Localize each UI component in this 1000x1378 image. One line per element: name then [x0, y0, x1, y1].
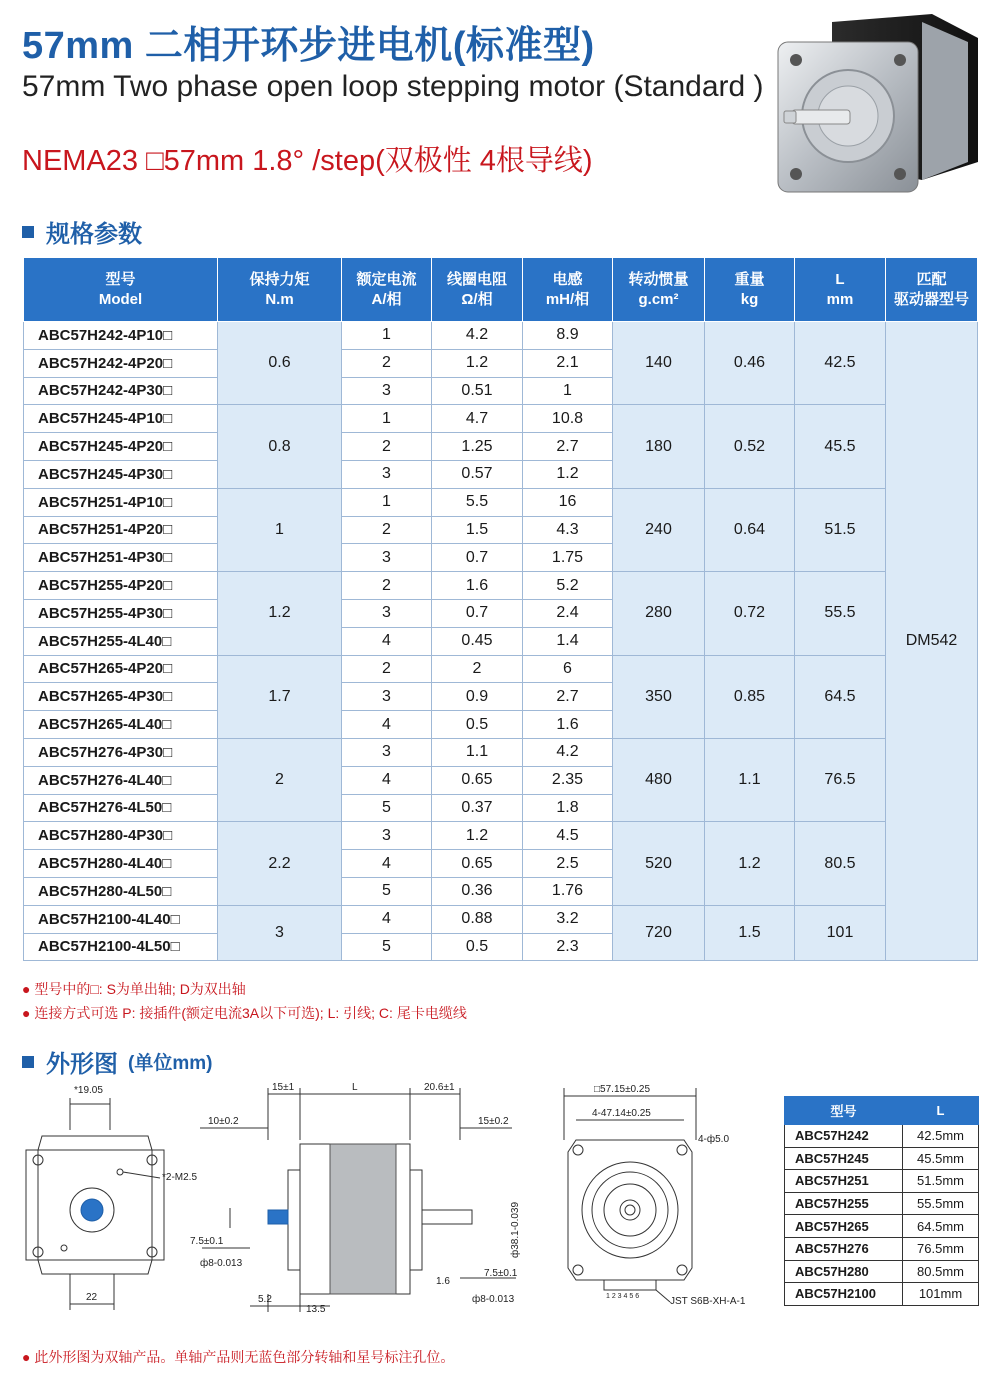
model-cell: ABC57H276-4L50□: [24, 794, 218, 822]
model-cell: ABC57H245-4P20□: [24, 433, 218, 461]
dim-front-width: *19.05: [74, 1085, 103, 1096]
rated-current-cell: 4: [342, 905, 432, 933]
dim-side-k: 5.2: [258, 1294, 272, 1305]
model-cell: ABC57H251-4P30□: [24, 544, 218, 572]
rated-current-cell: 2: [342, 516, 432, 544]
rated-current-cell: 2: [342, 433, 432, 461]
table-row: [24, 405, 978, 433]
resistance-cell: 1.25: [432, 433, 523, 461]
rated-current-cell: 4: [342, 627, 432, 655]
table-header-cell: [795, 258, 886, 322]
inductance-cell: 1.8: [523, 794, 613, 822]
spec-section-title: 规格参数: [22, 214, 142, 249]
resistance-cell: 0.5: [432, 933, 523, 961]
length-model: ABC57H255: [785, 1192, 903, 1215]
model-cell: ABC57H280-4L50□: [24, 877, 218, 905]
rated-current-cell: 1: [342, 488, 432, 516]
outline-section-title: 外形图 (单位mm): [22, 1044, 212, 1079]
inductance-cell: 4.2: [523, 738, 613, 766]
model-cell: ABC57H280-4P30□: [24, 822, 218, 850]
inductance-cell: 2.7: [523, 433, 613, 461]
page-title: 57mm 二相开环步进电机(标准型): [22, 25, 595, 67]
resistance-cell: 2: [432, 655, 523, 683]
model-cell: ABC57H251-4P20□: [24, 516, 218, 544]
resistance-cell: 0.7: [432, 544, 523, 572]
model-cell: ABC57H2100-4L40□: [24, 905, 218, 933]
length-cell: 45.5: [795, 405, 886, 488]
rated-current-cell: 2: [342, 655, 432, 683]
inductance-cell: 3.2: [523, 905, 613, 933]
rated-current-cell: 5: [342, 877, 432, 905]
note-dual-shaft: ● 此外形图为双轴产品。单轴产品则无蓝色部分转轴和星号标注孔位。: [22, 1349, 455, 1365]
dim-side-e: 7.5±0.1: [190, 1236, 224, 1247]
table-header-cell: [218, 258, 342, 322]
model-cell: ABC57H255-4P30□: [24, 599, 218, 627]
rated-current-cell: 4: [342, 711, 432, 739]
resistance-cell: 0.45: [432, 627, 523, 655]
weight-cell: 1.1: [705, 738, 795, 821]
dim-front-holes: *2-M2.5: [162, 1172, 198, 1183]
inertia-cell: 180: [613, 405, 705, 488]
inductance-cell: 2.1: [523, 349, 613, 377]
table-header-cell: [886, 258, 978, 322]
length-cell: 76.5: [795, 738, 886, 821]
inertia-cell: 240: [613, 488, 705, 571]
length-table-row: [785, 1170, 979, 1193]
length-value: 101mm: [903, 1283, 979, 1306]
resistance-cell: 0.65: [432, 766, 523, 794]
resistance-cell: 0.65: [432, 850, 523, 878]
rated-current-cell: 1: [342, 322, 432, 350]
length-cell: 101: [795, 905, 886, 961]
resistance-cell: 0.88: [432, 905, 523, 933]
header-label-unit: mH/相: [545, 290, 590, 308]
table-row: [24, 488, 978, 516]
dim-side-l: 13.5: [306, 1304, 326, 1315]
header-label-unit: g.cm²: [638, 290, 679, 308]
table-header-row: [24, 258, 978, 322]
header-label-cn: 保持力矩: [249, 270, 310, 288]
length-value: 42.5mm: [903, 1125, 979, 1148]
resistance-cell: 1.2: [432, 822, 523, 850]
resistance-cell: 0.51: [432, 377, 523, 405]
rated-current-cell: 2: [342, 349, 432, 377]
front-view-drawing: [26, 1085, 197, 1310]
resistance-cell: 0.5: [432, 711, 523, 739]
model-cell: ABC57H255-4P20□: [24, 572, 218, 600]
model-cell: ABC57H245-4P30□: [24, 460, 218, 488]
rated-current-cell: 3: [342, 460, 432, 488]
model-cell: ABC57H276-4P30□: [24, 738, 218, 766]
rated-current-cell: 3: [342, 377, 432, 405]
holding-torque-cell: 2: [218, 738, 342, 821]
model-cell: ABC57H242-4P10□: [24, 322, 218, 350]
inductance-cell: 4.5: [523, 822, 613, 850]
holding-torque-cell: 2.2: [218, 822, 342, 905]
length-value: 80.5mm: [903, 1260, 979, 1283]
inertia-cell: 520: [613, 822, 705, 905]
inductance-cell: 2.5: [523, 850, 613, 878]
holding-torque-cell: 1: [218, 488, 342, 571]
length-cell: 80.5: [795, 822, 886, 905]
header-label-unit: Ω/相: [461, 290, 493, 308]
resistance-cell: 0.36: [432, 877, 523, 905]
inductance-cell: 5.2: [523, 572, 613, 600]
page-title-english: 57mm Two phase open loop stepping motor (Standard ): [22, 70, 764, 103]
resistance-cell: 1.2: [432, 349, 523, 377]
weight-cell: 1.5: [705, 905, 795, 961]
length-cell: 55.5: [795, 572, 886, 655]
weight-cell: 0.52: [705, 405, 795, 488]
length-value: 76.5mm: [903, 1237, 979, 1260]
header-label-cn: 电感: [552, 270, 583, 288]
resistance-cell: 4.2: [432, 322, 523, 350]
model-cell: ABC57H265-4L40□: [24, 711, 218, 739]
inductance-cell: 1.6: [523, 711, 613, 739]
inductance-cell: 16: [523, 488, 613, 516]
weight-cell: 0.85: [705, 655, 795, 738]
weight-cell: 0.46: [705, 322, 795, 405]
dim-side-g: ф38.1-0.039: [510, 1201, 521, 1258]
dim-rear-d: JST S6B-XH-A-1: [670, 1296, 746, 1307]
length-value: 51.5mm: [903, 1170, 979, 1193]
model-cell: ABC57H2100-4L50□: [24, 933, 218, 961]
header-label-unit: 驱动器型号: [893, 290, 969, 308]
table-header-cell: [24, 258, 218, 322]
length-table-header: [785, 1097, 979, 1125]
table-header-cell: [613, 258, 705, 322]
header-label-cn: 重量: [734, 270, 765, 288]
length-table: [784, 1096, 979, 1306]
resistance-cell: 5.5: [432, 488, 523, 516]
length-table-row: [785, 1192, 979, 1215]
inductance-cell: 6: [523, 655, 613, 683]
dim-rear-c: 4-ф5.0: [698, 1134, 730, 1145]
model-cell: ABC57H242-4P20□: [24, 349, 218, 377]
weight-cell: 0.72: [705, 572, 795, 655]
inductance-cell: 1.76: [523, 877, 613, 905]
model-cell: ABC57H245-4P10□: [24, 405, 218, 433]
rated-current-cell: 4: [342, 766, 432, 794]
resistance-cell: 0.37: [432, 794, 523, 822]
section-bullet: [22, 1056, 34, 1068]
inductance-cell: 1.4: [523, 627, 613, 655]
table-row: [24, 822, 978, 850]
rated-current-cell: 5: [342, 794, 432, 822]
inductance-cell: 1.75: [523, 544, 613, 572]
length-table-row: [785, 1125, 979, 1148]
header-label-unit: Model: [98, 290, 143, 308]
holding-torque-cell: 3: [218, 905, 342, 961]
inertia-cell: 720: [613, 905, 705, 961]
resistance-cell: 4.7: [432, 405, 523, 433]
inertia-cell: 480: [613, 738, 705, 821]
rated-current-cell: 1: [342, 405, 432, 433]
resistance-cell: 1.6: [432, 572, 523, 600]
dim-side-i: 7.5±0.1: [484, 1268, 518, 1279]
dim-side-f: ф8-0.013: [200, 1258, 243, 1269]
length-cell: 42.5: [795, 322, 886, 405]
rated-current-cell: 4: [342, 850, 432, 878]
model-cell: ABC57H251-4P10□: [24, 488, 218, 516]
header-label-unit: A/相: [371, 290, 402, 308]
dim-front-bottom: 22: [86, 1292, 98, 1303]
dim-rear-b: 4-47.14±0.25: [592, 1108, 651, 1119]
rated-current-cell: 3: [342, 822, 432, 850]
rated-current-cell: 2: [342, 572, 432, 600]
length-table-header-model: 型号: [785, 1097, 903, 1125]
header-label-unit: N.m: [265, 290, 294, 308]
resistance-cell: 0.57: [432, 460, 523, 488]
holding-torque-cell: 1.2: [218, 572, 342, 655]
inductance-cell: 10.8: [523, 405, 613, 433]
table-header-cell: [523, 258, 613, 322]
length-table-row: [785, 1147, 979, 1170]
note-connection-option: ● 连接方式可选 P: 接插件(额定电流3A以下可选); L: 引线; C: 尾卡电缆线: [22, 1005, 467, 1021]
holding-torque-cell: 1.7: [218, 655, 342, 738]
outline-drawings: [20, 1080, 780, 1320]
inductance-cell: 1: [523, 377, 613, 405]
holding-torque-cell: 0.8: [218, 405, 342, 488]
dim-side-h: 1.6: [436, 1276, 450, 1287]
header-label-cn: 额定电流: [356, 270, 417, 288]
model-cell: ABC57H265-4P20□: [24, 655, 218, 683]
header-label-cn: L: [835, 270, 845, 288]
dim-side-d: 15±0.2: [478, 1116, 509, 1127]
model-cell: ABC57H276-4L40□: [24, 766, 218, 794]
section-bullet: [22, 226, 34, 238]
length-table-header-L: L: [903, 1097, 979, 1125]
note-shaft-option: ● 型号中的□: S为单出轴; D为双出轴: [22, 981, 246, 997]
stepper-motor-photo: [772, 12, 984, 204]
length-model: ABC57H265: [785, 1215, 903, 1238]
inductance-cell: 2.7: [523, 683, 613, 711]
table-header-cell: [705, 258, 795, 322]
rated-current-cell: 5: [342, 933, 432, 961]
header-label-unit: kg: [740, 290, 759, 308]
length-model: ABC57H242: [785, 1125, 903, 1148]
length-model: ABC57H276: [785, 1237, 903, 1260]
header-label-cn: 转动惯量: [628, 270, 689, 288]
header-label-cn: 匹配: [916, 270, 947, 288]
table-row: [24, 572, 978, 600]
table-row: [24, 738, 978, 766]
length-table-row: [785, 1215, 979, 1238]
holding-torque-cell: 0.6: [218, 322, 342, 405]
length-table-row: [785, 1260, 979, 1283]
connector-pins: 1 2 3 4 5 6: [606, 1293, 640, 1300]
dim-side-a: 15±1: [272, 1082, 295, 1093]
header-label-cn: 线圈电阻: [446, 270, 507, 288]
dim-side-L: L: [352, 1082, 358, 1093]
length-cell: 51.5: [795, 488, 886, 571]
dim-side-j: ф8-0.013: [472, 1294, 515, 1305]
side-view-drawing: [190, 1082, 521, 1315]
length-value: 45.5mm: [903, 1147, 979, 1170]
table-row: [24, 655, 978, 683]
model-cell: ABC57H242-4P30□: [24, 377, 218, 405]
page-subtitle: NEMA23 □57mm 1.8° /step(双极性 4根导线): [22, 145, 593, 177]
inductance-cell: 8.9: [523, 322, 613, 350]
table-header-cell: [432, 258, 523, 322]
inductance-cell: 1.2: [523, 460, 613, 488]
inertia-cell: 140: [613, 322, 705, 405]
length-model: ABC57H245: [785, 1147, 903, 1170]
rated-current-cell: 3: [342, 683, 432, 711]
length-table-row: [785, 1283, 979, 1306]
dim-side-c: 10±0.2: [208, 1116, 239, 1127]
inductance-cell: 2.35: [523, 766, 613, 794]
weight-cell: 0.64: [705, 488, 795, 571]
length-value: 64.5mm: [903, 1215, 979, 1238]
inertia-cell: 280: [613, 572, 705, 655]
table-header-cell: [342, 258, 432, 322]
dim-rear-a: □57.15±0.25: [594, 1084, 651, 1095]
model-cell: ABC57H255-4L40□: [24, 627, 218, 655]
driver-cell: DM542: [886, 322, 978, 961]
table-row: [24, 322, 978, 350]
rear-view-drawing: [564, 1084, 746, 1307]
resistance-cell: 1.5: [432, 516, 523, 544]
model-cell: ABC57H265-4P30□: [24, 683, 218, 711]
length-cell: 64.5: [795, 655, 886, 738]
length-model: ABC57H280: [785, 1260, 903, 1283]
inductance-cell: 2.4: [523, 599, 613, 627]
header-label-cn: 型号: [105, 270, 136, 288]
length-value: 55.5mm: [903, 1192, 979, 1215]
inductance-cell: 2.3: [523, 933, 613, 961]
inductance-cell: 4.3: [523, 516, 613, 544]
model-cell: ABC57H280-4L40□: [24, 850, 218, 878]
dim-side-b: 20.6±1: [424, 1082, 455, 1093]
resistance-cell: 0.7: [432, 599, 523, 627]
inertia-cell: 350: [613, 655, 705, 738]
rated-current-cell: 3: [342, 599, 432, 627]
length-model: ABC57H2100: [785, 1283, 903, 1306]
resistance-cell: 1.1: [432, 738, 523, 766]
rated-current-cell: 3: [342, 738, 432, 766]
table-row: [24, 905, 978, 933]
specifications-table: [23, 257, 978, 961]
header-label-unit: mm: [826, 290, 854, 308]
weight-cell: 1.2: [705, 822, 795, 905]
length-table-row: [785, 1237, 979, 1260]
length-model: ABC57H251: [785, 1170, 903, 1193]
rated-current-cell: 3: [342, 544, 432, 572]
resistance-cell: 0.9: [432, 683, 523, 711]
